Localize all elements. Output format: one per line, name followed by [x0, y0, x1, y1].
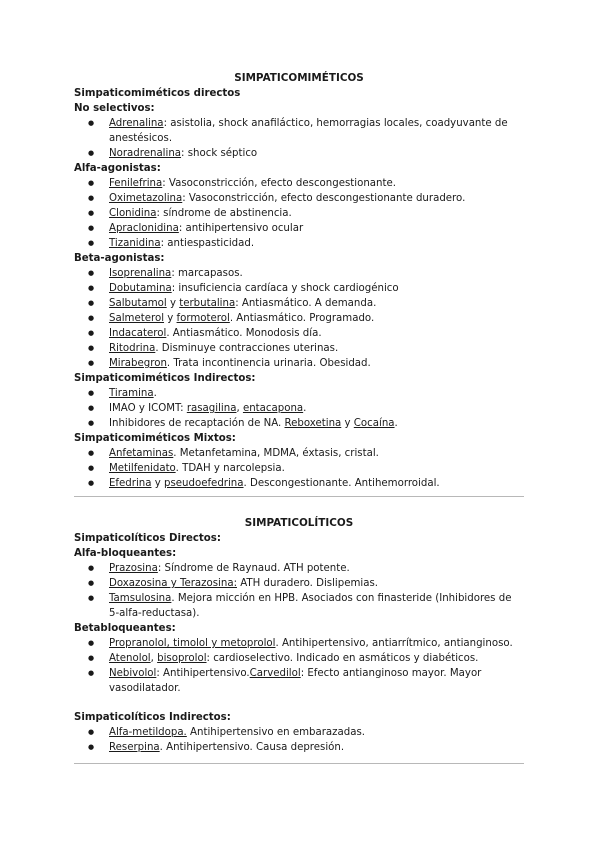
item-description: : Efecto antianginoso mayor. Mayor vasodilatador. — [109, 668, 482, 694]
item-prefix: Inhibidores de recaptación de NA. — [109, 418, 285, 429]
drug-name: bisoprolol — [157, 653, 207, 664]
item-description: . — [394, 418, 398, 429]
drug-name: Indacaterol — [109, 328, 167, 339]
list-betabloqueantes — [74, 636, 524, 696]
list-item — [74, 416, 524, 431]
list-item — [74, 356, 524, 371]
subheading-betabloqueantes: Betabloqueantes: — [74, 623, 176, 634]
drug-name: Cocaína — [353, 418, 395, 429]
section-title: SIMPATICOLÍTICOS — [244, 517, 354, 529]
drug-name: Prazosina — [109, 563, 158, 574]
list-item — [74, 341, 524, 356]
list-item — [74, 386, 524, 401]
list-item — [74, 476, 524, 491]
item-connector: , — [236, 403, 243, 414]
list-indirectos — [74, 386, 524, 431]
list-item — [74, 740, 524, 755]
item-description: . — [153, 388, 157, 399]
item-description: : Antiasmático. A demanda. — [235, 298, 377, 309]
item-description: Antihipertensivo en embarazadas. — [186, 727, 366, 738]
item-description: : shock séptico — [181, 148, 258, 159]
list-item — [74, 725, 524, 740]
item-description: . Mejora micción en HPB. Asociados con finasteride (Inhibidores de 5-alfa-reductasa). — [109, 593, 512, 619]
item-description: . — [303, 403, 307, 414]
item-description: : marcapasos. — [171, 268, 243, 279]
subheading-alfa-agonistas: Alfa-agonistas: — [74, 163, 161, 174]
drug-name: Oximetazolina — [109, 193, 183, 204]
drug-name: formoterol — [176, 313, 230, 324]
list-item — [74, 236, 524, 251]
list-item — [74, 176, 524, 191]
item-description: : síndrome de abstinencia. — [156, 208, 292, 219]
subheading-directos: Simpaticolíticos Directos: — [74, 533, 221, 544]
list-item — [74, 666, 524, 696]
drug-name: terbutalina — [179, 298, 236, 309]
list-item — [74, 281, 524, 296]
list-item — [74, 296, 524, 311]
subheading-directos: Simpaticomiméticos directos — [74, 88, 241, 99]
item-description: : antihipertensivo ocular — [178, 223, 304, 234]
item-description: . TDAH y narcolepsia. — [175, 463, 285, 474]
item-connector: y — [151, 478, 164, 489]
item-description: ATH duradero. Dislipemias. — [237, 578, 379, 589]
divider — [74, 496, 524, 497]
drug-name: Alfa-metildopa. — [109, 727, 187, 738]
drug-name: entacapona — [242, 403, 304, 414]
drug-name: pseudoefedrina — [164, 478, 244, 489]
item-description: . Trata incontinencia urinaria. Obesidad. — [166, 358, 371, 369]
drug-name: Dobutamina — [109, 283, 172, 294]
item-connector: , — [150, 653, 158, 664]
list-item — [74, 461, 524, 476]
drug-name: Isoprenalina — [109, 268, 172, 279]
item-description: . Disminuye contracciones uterinas. — [155, 343, 339, 354]
list-item — [74, 326, 524, 341]
drug-name: Doxazosina y Terazosina: — [109, 578, 237, 589]
drug-name: Salbutamol — [109, 298, 167, 309]
list-item — [74, 561, 524, 576]
list-item — [74, 116, 524, 146]
item-description: . Antiasmático. Programado. — [229, 313, 375, 324]
drug-name: Noradrenalina — [109, 148, 182, 159]
list-mixtos — [74, 446, 524, 491]
list-beta-agonistas — [74, 266, 524, 371]
drug-name: Mirabegron — [109, 358, 167, 369]
divider — [74, 763, 524, 764]
list-item — [74, 221, 524, 236]
drug-name: Nebivolol — [109, 668, 157, 679]
drug-name: Apraclonidina — [109, 223, 179, 234]
drug-name: Efedrina — [109, 478, 152, 489]
item-description: : Vasoconstricción, efecto descongestionante duradero. — [182, 193, 466, 204]
subheading-alfa-bloqueantes: Alfa-bloqueantes: — [74, 548, 177, 559]
item-description: . Antihipertensivo, antiarrítmico, antianginoso. — [275, 638, 513, 649]
list-indirectos — [74, 725, 524, 755]
item-description: : insuficiencia cardíaca y shock cardiogénico — [171, 283, 399, 294]
subheading-indirectos: Simpaticolíticos Indirectos: — [74, 712, 231, 723]
drug-name: Ritodrina — [109, 343, 156, 354]
list-item — [74, 591, 524, 621]
drug-name: Metilfenidato — [109, 463, 176, 474]
item-description: . Metanfetamina, MDMA, éxtasis, cristal. — [173, 448, 379, 459]
drug-name: rasagilina — [186, 403, 237, 414]
list-item — [74, 311, 524, 326]
list-item — [74, 446, 524, 461]
section-title: SIMPATICOMIMÉTICOS — [234, 72, 364, 84]
subheading-no-selectivos: No selectivos: — [74, 103, 155, 114]
subheading-mixtos: Simpaticomiméticos Mixtos: — [74, 433, 236, 444]
item-prefix: IMAO y ICOMT: — [109, 403, 187, 414]
item-description: . Antiasmático. Monodosis día. — [166, 328, 322, 339]
item-description: : antiespasticidad. — [160, 238, 255, 249]
subheading-indirectos: Simpaticomiméticos Indirectos: — [74, 373, 256, 384]
list-item — [74, 401, 524, 416]
item-description: : cardioselectivo. Indicado en asmáticos y diabéticos. — [206, 653, 479, 664]
drug-name: Tamsulosina — [109, 593, 172, 604]
item-connector: y — [164, 313, 177, 324]
list-alfa-agonistas — [74, 176, 524, 251]
drug-name: Atenolol — [109, 653, 151, 664]
drug-name: Fenilefrina — [109, 178, 163, 189]
item-description: : Vasoconstricción, efecto descongestionante. — [162, 178, 396, 189]
item-connector: : Antihipertensivo. — [156, 668, 250, 679]
drug-name: Propranolol, timolol y metoprolol — [109, 638, 276, 649]
drug-name: Tizanidina — [109, 238, 161, 249]
list-item — [74, 266, 524, 281]
list-item — [74, 576, 524, 591]
item-connector: y — [166, 298, 180, 309]
subheading-beta-agonistas: Beta-agonistas: — [74, 253, 165, 264]
item-description: . Descongestionante. Antihemorroidal. — [243, 478, 440, 489]
drug-name: Reboxetina — [284, 418, 342, 429]
drug-name: Reserpina — [109, 742, 160, 753]
section-simpaticoliticos — [74, 516, 524, 755]
drug-name: Adrenalina — [109, 118, 164, 129]
list-alfa-bloqueantes — [74, 561, 524, 621]
section-simpaticomimeticos — [74, 71, 524, 491]
item-description: : Síndrome de Raynaud. ATH potente. — [157, 563, 350, 574]
list-item — [74, 206, 524, 221]
drug-name: Salmeterol — [109, 313, 165, 324]
item-description: : asistolia, shock anafiláctico, hemorragias locales, coadyuvante de anestésicos. — [109, 118, 508, 144]
drug-name: Clonidina — [109, 208, 157, 219]
spacer — [74, 696, 524, 710]
list-item — [74, 191, 524, 206]
list-item — [74, 651, 524, 666]
item-description: . Antihipertensivo. Causa depresión. — [159, 742, 345, 753]
item-connector: y — [341, 418, 354, 429]
drug-name: Tiramina — [109, 388, 154, 399]
drug-name: Carvedilol — [249, 668, 301, 679]
drug-name: Anfetaminas — [109, 448, 174, 459]
list-no-selectivos — [74, 116, 524, 161]
list-item — [74, 636, 524, 651]
list-item — [74, 146, 524, 161]
